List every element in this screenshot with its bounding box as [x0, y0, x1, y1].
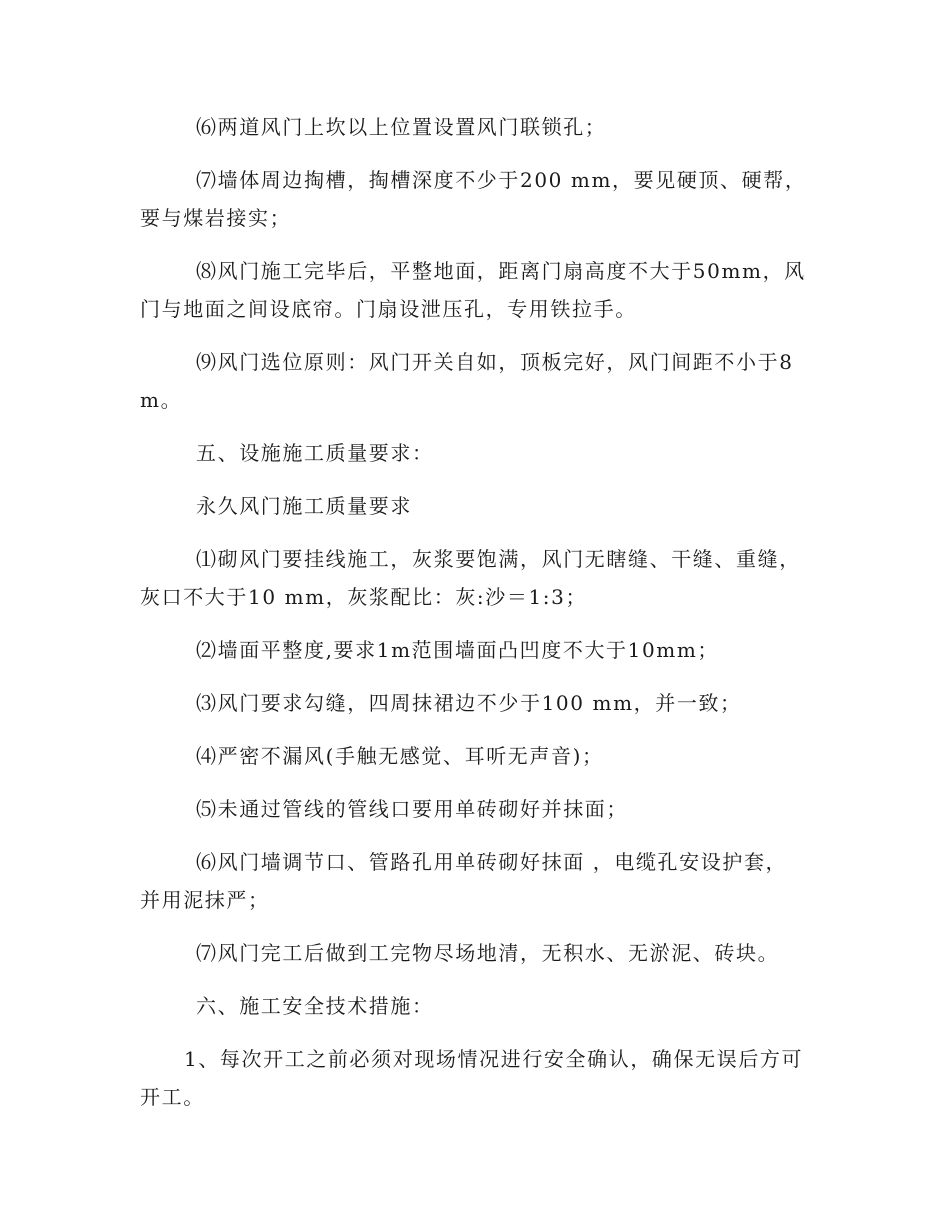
item-7-wall-groove-cont: 要与煤岩接实； — [140, 206, 292, 230]
req-1-masonry-cont: 灰口不大于10 mm，灰浆配比：灰:沙＝1:3； — [140, 585, 588, 609]
req-5-pipe-openings: ⑸未通过管线的管线口要用单砖砌好并抹面； — [196, 797, 628, 821]
req-1-masonry: ⑴砌风门要挂线施工，灰浆要饱满，风门无瞎缝、干缝、重缝， — [196, 547, 801, 571]
req-7-cleanup: ⑺风门完工后做到工完物尽场地清，无积水、无淤泥、砖块。 — [196, 941, 780, 965]
section-5-heading: 五、设施施工质量要求： — [196, 441, 434, 465]
section-6-heading: 六、施工安全技术措施： — [196, 994, 434, 1018]
req-2-flatness: ⑵墙面平整度,要求1m范围墙面凸凹度不大于10mm； — [196, 638, 720, 662]
req-3-pointing: ⑶风门要求勾缝，四周抹裙边不少于100 mm，并一致； — [196, 691, 742, 715]
safety-1-cont: 开工。 — [140, 1085, 205, 1109]
req-6-regulator: ⑹风门墙调节口、管路孔用单砖砌好抹面 ，电缆孔安设护套， — [196, 850, 788, 874]
item-9-door-location: ⑼风门选位原则：风门开关自如，顶板完好，风门间距不小于8 — [196, 350, 794, 374]
item-6-door-interlock: ⑹两道风门上坎以上位置设置风门联锁孔； — [196, 115, 607, 139]
safety-1: 1、每次开工之前必须对现场情况进行安全确认，确保无误后方可 — [184, 1047, 804, 1071]
item-7-wall-groove: ⑺墙体周边掏槽，掏槽深度不少于200 mm，要见硬顶、硬帮， — [196, 168, 807, 192]
item-8-floor-finish: ⑻风门施工完毕后，平整地面，距离门扇高度不大于50mm，风 — [196, 259, 806, 283]
item-9-door-location-cont: m。 — [140, 388, 183, 412]
subsection-heading: 永久风门施工质量要求 — [196, 494, 412, 518]
req-6-regulator-cont: 并用泥抹严； — [140, 888, 270, 912]
item-8-floor-finish-cont: 门与地面之间设底帘。门扇设泄压孔，专用铁拉手。 — [140, 297, 637, 321]
req-4-airtight: ⑷严密不漏风(手触无感觉、耳听无声音)； — [196, 744, 604, 768]
